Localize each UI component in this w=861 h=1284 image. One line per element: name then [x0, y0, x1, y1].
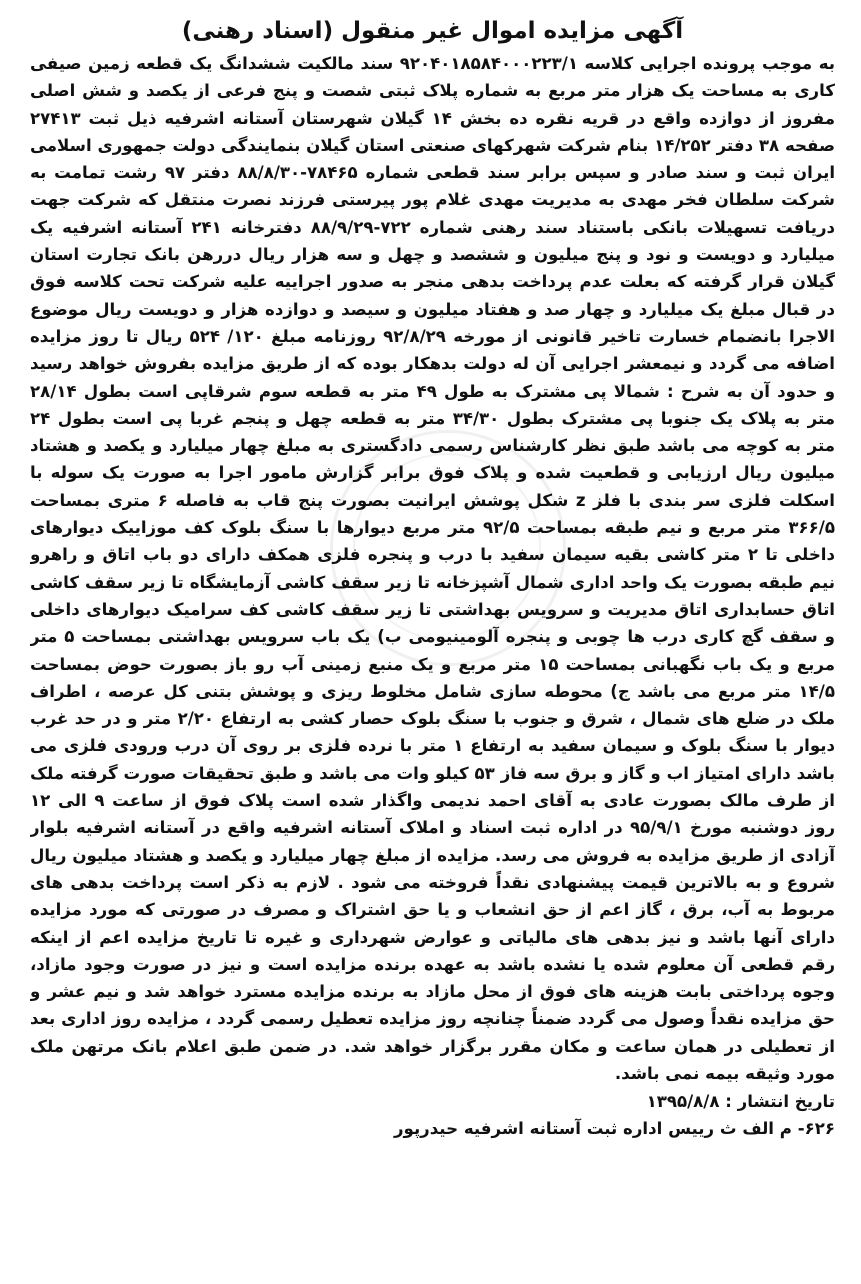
- notice-body: به موجب پرونده اجرایی کلاسه ۹۲۰۴۰۱۸۵۸۴۰۰۰۲۲۳/۱ سند مالکیت ششدانگ یک قطعه زمین صیفی کاری به مساحت یک هزار متر مربع به شماره پلاک ثبتی شصت و پنج فرعی از یکصد و شش اصلی مفروز از دوازده واقع در قریه نقره ده بخش ۱۴ گیلان شهرستان آستانه اشرفیه ذیل ثبت ۲۷۴۱۳ صفحه ۳۸ دفتر ۱۴/۲۵۲ بنام شرکت شهرکهای صنعتی استان گیلان بنمایندگی دولت جمهوری اسلامی ایران ثبت و سند صادر و سپس برابر سند قطعی شماره ۷۸۴۶۵-۸۸/۸/۳۰ دفتر ۹۷ رشت تمامت به شرکت سلطان فخر مهدی به مدیریت مهدی غلام پور پیرستی فرزند نصرت منتقل که شرکت جهت دریافت تسهیلات بانکی باستناد سند رهنی شماره ۷۲۲-۸۸/۹/۲۹ دفترخانه ۲۴۱ آستانه اشرفیه یک میلیارد و دویست و نود و پنج میلیون و ششصد و چهل و سه هزار ریال دررهن بانک تجارت استان گیلان قرار گرفته که بعلت عدم پرداخت بدهی منجر به صدور اجراییه علیه شرکت تحت کلاسه فوق در قبال مبلغ یک میلیارد و چهار صد و هفتاد میلیون و سیصد و دوازده هزار و دویست ریال موضوع الاجرا بانضمام خسارت تاخیر قانونی از مورخه ۹۲/۸/۲۹ روزنامه مبلغ ۱۲۰/ ۵۲۴ ریال تا روز مزایده اضافه می گردد و نیمعشر اجرایی آن له دولت بدهکار بوده که از طریق مزایده بفروش خواهد رسید و حدود آن به شرح : شمالا پی مشترک به طول ۴۹ متر به قطعه سوم شرقاپی است بطول ۲۸/۱۴ متر به پلاک یک جنوبا پی مشترک بطول ۳۴/۳۰ متر به قطعه چهل و پنجم غربا پی است بطول ۲۴ متر به کوچه می باشد طبق نظر کارشناس رسمی دادگستری به مبلغ چهار میلیارد و یکصد و هشتاد میلیون ریال ارزیابی و قطعیت شده و پلاک فوق برابر گزارش مامور اجرا به صورت یک سوله با اسکلت فلزی سر بندی با فلز z شکل پوشش ایرانیت بصورت پنج قاب به فاصله ۶ متری بمساحت ۳۶۶/۵ متر مربع و نیم طبقه بمساحت ۹۲/۵ متر مربع دیوارها با سنگ بلوک کف موزاییک دیوارهای داخلی تا ۲ متر کاشی بقیه سیمان سفید با درب و پنجره فلزی همکف دارای دو باب اتاق و راهرو نیم طبقه بصورت یک واحد اداری شمال آشپزخانه تا زیر سقف کاشی آزمایشگاه تا زیر سقف کاشی اتاق حسابداری اتاق مدیریت و سرویس بهداشتی تا زیر سقف کاشی کف سرامیک دیوارهای داخلی و سقف گچ کاری درب ها چوبی و پنجره آلومینیومی ب) یک باب سرویس بهداشتی بمساحت ۵ متر مربع و یک باب نگهبانی بمساحت ۱۵ متر مربع و یک منبع زمینی آب رو باز بصورت حوض بمساحت ۱۴/۵ متر مربع می باشد ج) محوطه سازی شامل مخلوط ریزی و پوشش بتنی کل عرصه ، اطراف ملک در ضلع های شمال ، شرق و جنوب با سنگ بلوک حصار کشی به ارتفاع ۲/۲۰ متر و در حد غرب دیوار با سنگ بلوک و سیمان سفید به ارتفاع ۱ متر با نرده فلزی بر روی آن درب ورودی فلزی می باشد دارای امتیاز اب و گاز و برق سه فاز ۵۳ کیلو وات می باشد و طبق تحقیقات صورت گرفته ملک از طرف مالک بصورت عادی به آقای احمد ندیمی واگذار شده است پلاک فوق از ساعت ۹ الی ۱۲ روز دوشنبه مورخ ۹۵/۹/۱ در اداره ثبت اسناد و املاک آستانه اشرفیه واقع در آستانه اشرفیه بلوار آزادی از طریق مزایده به فروش می رسد. مزایده از مبلغ چهار میلیارد و یکصد و هشتاد میلیون ریال شروع و به بالاترین قیمت پیشنهادی نقداً فروخته می شود . لازم به ذکر است پرداخت بدهی های مربوط به آب، برق ، گاز اعم از حق انشعاب و یا حق اشتراک و مصرف در صورتی که مورد مزایده دارای آنها باشد و نیز بدهی های مالیاتی و عوارض شهرداری و غیره تا تاریخ مزایده اعم از اینکه رقم قطعی آن معلوم شده یا نشده باشد به عهده برنده مزایده است و نیز در صورت وجود مازاد، وجوه پرداختی بابت هزینه های فوق از محل مازاد به برنده مزایده مسترد خواهد شد و نیم عشر و حق مزایده نقداً وصول می گردد ضمناً چنانچه روز مزایده تعطیل رسمی گردد ، مزایده روز اداری بعد از تعطیلی در همان ساعت و مکان مقرر برگزار خواهد شد. در ضمن طبق اعلام بانک مرتهن ملک مورد وثیقه بیمه نمی باشد.: [30, 54, 835, 1083]
- signature-line: ۶۲۶- م الف ث رییس اداره ثبت آستانه اشرفیه حیدرپور: [393, 1119, 835, 1139]
- notice-footer: [30, 1088, 835, 1142]
- auction-notice: [30, 14, 835, 1272]
- publish-date: تاریخ انتشار : ۱۳۹۵/۸/۸: [646, 1092, 835, 1112]
- notice-title: آگهی مزایده اموال غیر منقول (اسناد رهنی): [181, 18, 684, 44]
